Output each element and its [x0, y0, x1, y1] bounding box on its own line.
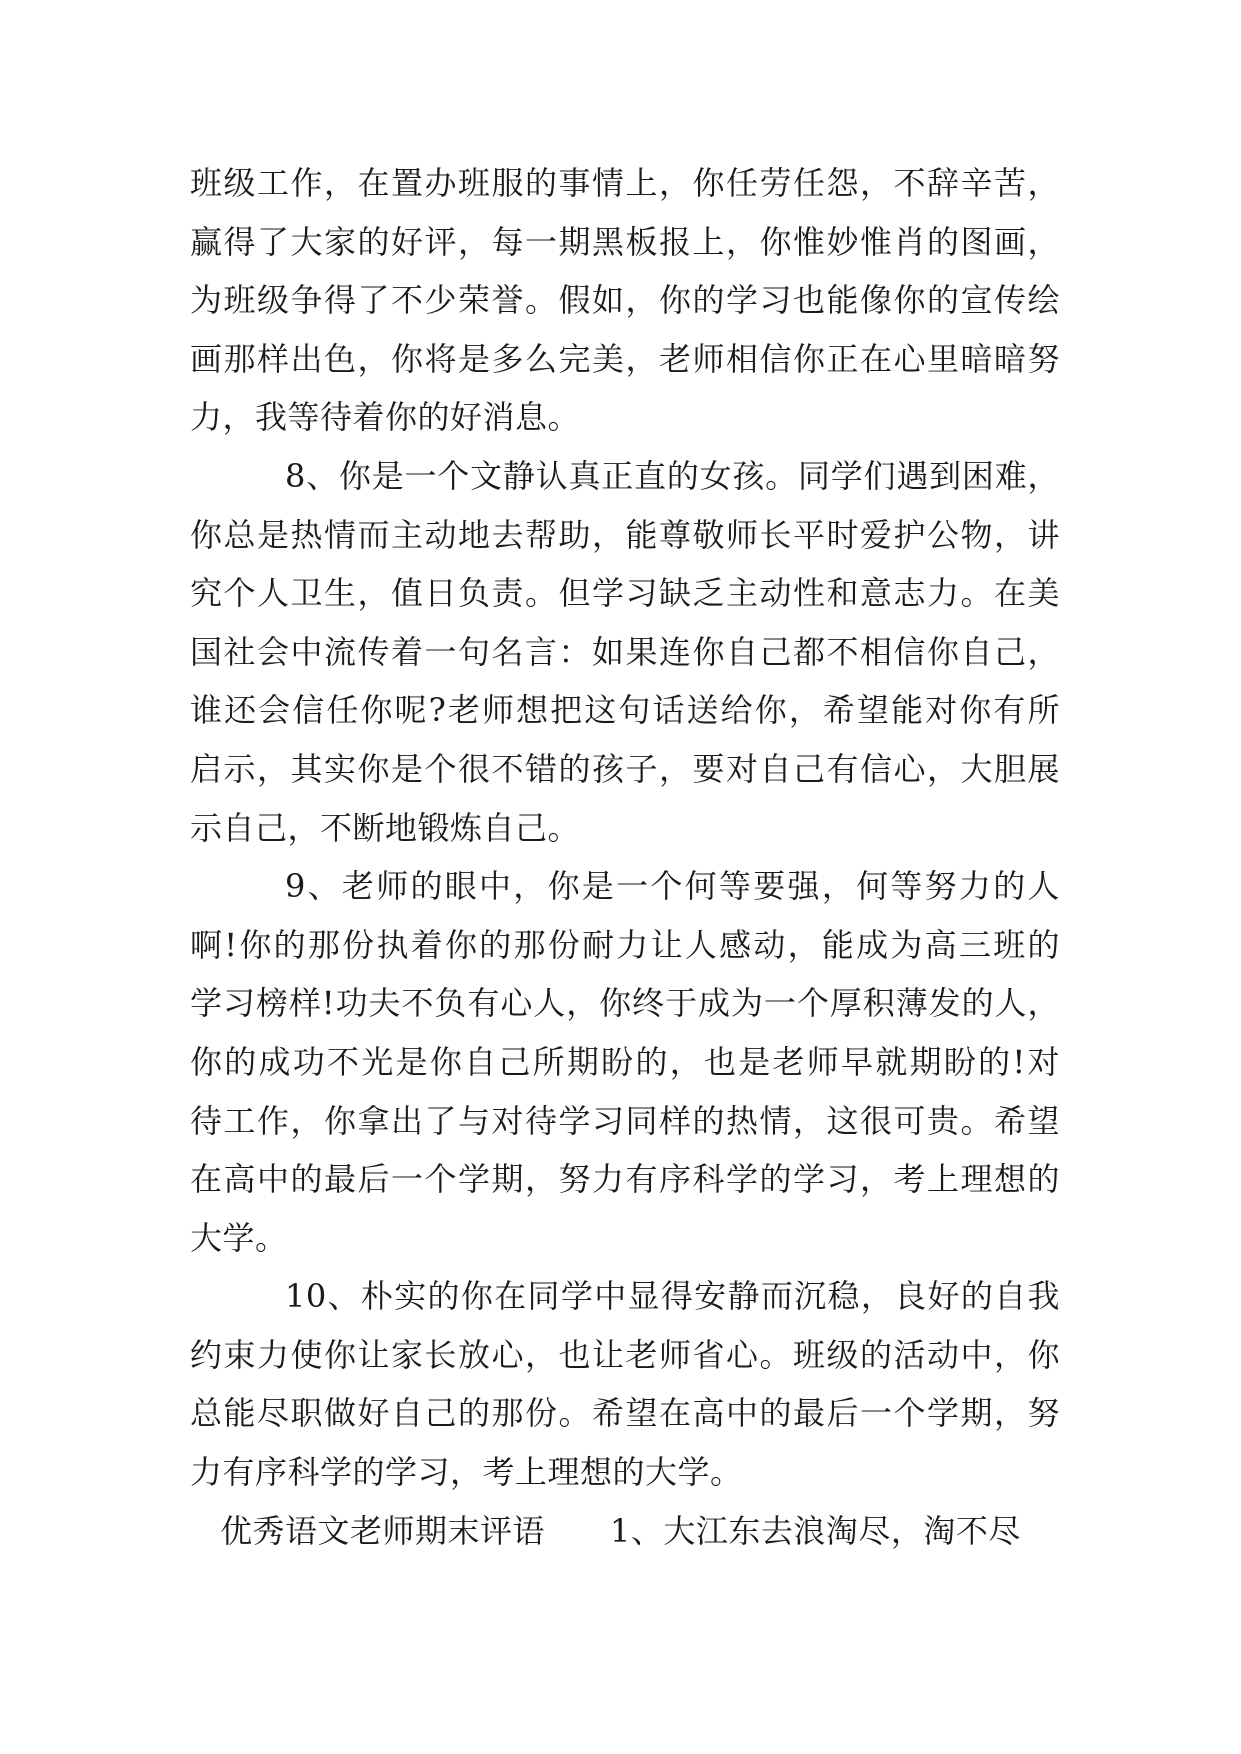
text-line: 国社会中流传着一句名言：如果连你自己都不相信你自己，: [190, 632, 1060, 671]
paragraph-start-line: 8、你是一个文静认真正直的女孩。同学们遇到困难，: [285, 456, 1060, 495]
document-body: [190, 154, 1060, 1560]
text-line: 力，我等待着你的好消息。: [190, 398, 581, 437]
paragraph-start-line: 10、朴实的你在同学中显得安静而沉稳，良好的自我: [285, 1277, 1060, 1316]
text-line: 赢得了大家的好评，每一期黑板报上，你惟妙惟肖的图画，: [190, 222, 1060, 261]
text-line: 总能尽职做好自己的那份。希望在高中的最后一个学期，努: [190, 1394, 1060, 1433]
text-line: 大学。: [190, 1218, 288, 1257]
text-line: 学习榜样!功夫不负有心人，你终于成为一个厚积薄发的人，: [190, 984, 1060, 1023]
text-line: 你总是热情而主动地去帮助，能尊敬师长平时爱护公物，讲: [190, 515, 1060, 554]
text-line: 啊!你的那份执着你的那份耐力让人感动，能成为高三班的: [190, 925, 1060, 964]
paragraph-start-line: 9、老师的眼中，你是一个何等要强，何等努力的人: [285, 867, 1060, 906]
text-line: 班级工作，在置办班服的事情上，你任劳任怨，不辞辛苦，: [190, 164, 1060, 202]
text-line: 你的成功不光是你自己所期盼的，也是老师早就期盼的!对: [190, 1042, 1060, 1081]
text-line: 究个人卫生，值日负责。但学习缺乏主动性和意志力。在美: [190, 574, 1060, 613]
text-line: 启示，其实你是个很不错的孩子，要对自己有信心，大胆展: [190, 749, 1060, 788]
section-heading-line: 优秀语文老师期末评语 1、大江东去浪淘尽，淘不尽: [220, 1511, 1021, 1550]
text-line: 在高中的最后一个学期，努力有序科学的学习，考上理想的: [190, 1160, 1060, 1199]
text-line: 画那样出色，你将是多么完美，老师相信你正在心里暗暗努: [190, 339, 1060, 378]
text-line: 力有序科学的学习，考上理想的大学。: [190, 1453, 743, 1492]
text-line: 谁还会信任你呢?老师想把这句话送给你，希望能对你有所: [190, 691, 1060, 730]
text-line: 为班级争得了不少荣誉。假如，你的学习也能像你的宣传绘: [190, 281, 1060, 320]
text-line: 约束力使你让家长放心，也让老师省心。班级的活动中，你: [190, 1335, 1060, 1374]
text-line: 待工作，你拿出了与对待学习同样的热情，这很可贵。希望: [190, 1101, 1060, 1140]
text-line: 示自己，不断地锻炼自己。: [190, 808, 581, 847]
